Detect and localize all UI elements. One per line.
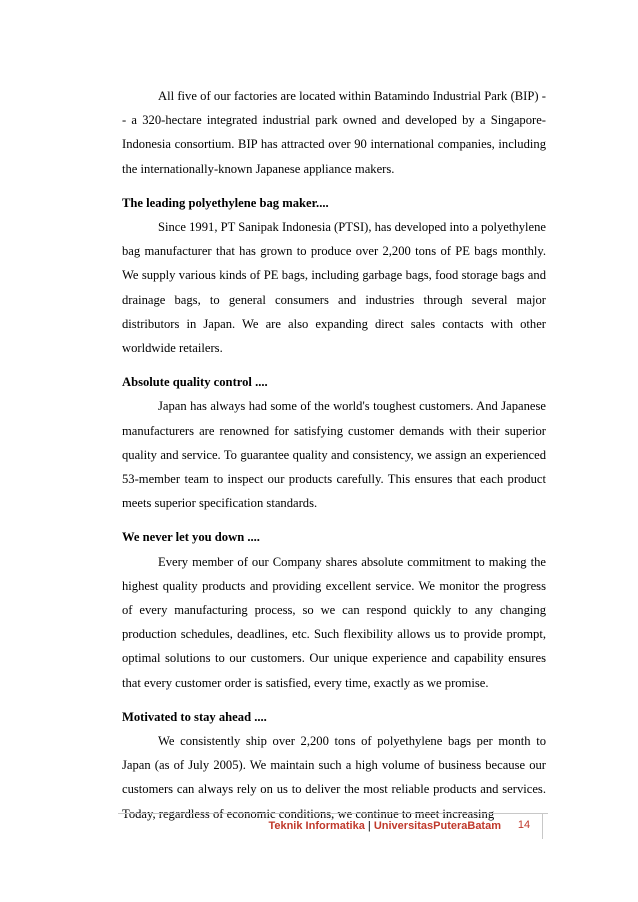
section-paragraph: Japan has always had some of the world's toughest customers. And Japanese manufacturers are renowned for satisfying customer demands with their superior quality and service. To guarantee quality and consistency, we assign an experienced 53-member team to inspect our products carefully. This ensures that each product meets superior specification standards. — [122, 399, 546, 511]
section-stay-ahead — [122, 705, 546, 826]
footer-university: UniversitasPuteraBatam — [373, 820, 501, 832]
section-heading: Absolute quality control .... — [122, 375, 268, 390]
section-heading: The leading polyethylene bag maker.... — [122, 195, 329, 210]
section-leading-maker — [122, 191, 546, 360]
footer-separator: | — [364, 820, 374, 832]
section-never-let-down — [122, 525, 546, 694]
page-footer — [0, 810, 638, 850]
section-paragraph: Since 1991, PT Sanipak Indonesia (PTSI), has developed into a polyethylene bag manufacturer that has grown to produce over 2,200 tons of PE bags monthly. We supply various kinds of PE bags, including garbage bags, food storage bags and drainage bags, to general consumers and industries through several major distributors in Japan. We are also expanding direct sales contacts with other worldwide retailers. — [122, 220, 547, 356]
page-number: 14 — [506, 813, 543, 839]
section-paragraph: We consistently ship over 2,200 tons of polyethylene bags per month to Japan (as of July 2005). We maintain such a high volume of business because our customers can always rely on us to deliver the most reliable products and services. Today, regardless of economic conditions, we continue to meet increasing — [122, 734, 546, 821]
section-heading: Motivated to stay ahead .... — [122, 709, 267, 724]
footer-department: Teknik Informatika — [268, 820, 365, 832]
intro-paragraph: All five of our factories are located within Batamindo Industrial Park (BIP) -- a 320-hectare integrated industrial park owned and developed by a Singapore-Indonesia consortium. BIP has attracted over 90 international companies, including the internationally-known Japanese appliance makers. — [122, 89, 546, 176]
footer-label — [0, 820, 501, 832]
footer-divider — [118, 813, 548, 814]
section-quality-control — [122, 370, 546, 515]
section-paragraph: Every member of our Company shares absolute commitment to making the highest quality products and providing excellent service. We monitor the progress of every manufacturing process, so we can respond quickly to any changing production schedules, deadlines, etc. Such flexibility allows us to provide prompt, optimal solutions to our customers. Our unique experience and capability ensures that every customer order is satisfied, every time, exactly as we promise. — [122, 554, 546, 690]
section-heading: We never let you down .... — [122, 530, 260, 545]
page-body — [122, 84, 546, 826]
